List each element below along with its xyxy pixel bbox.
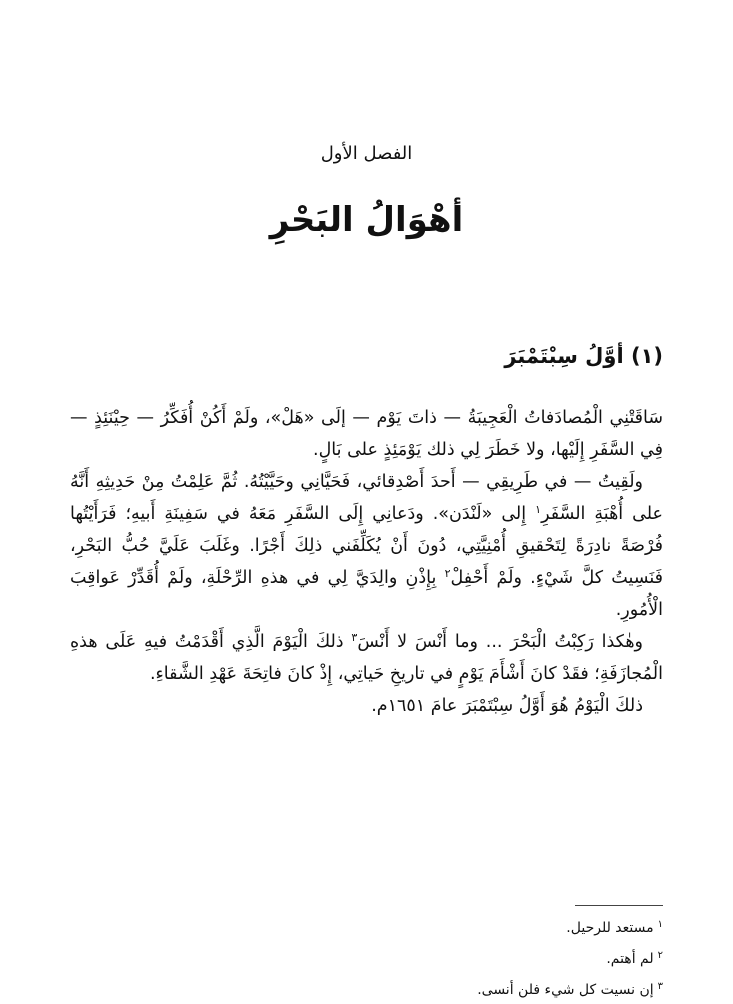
paragraph-3-text-b: ذلكَ الْيَوْمَ الَّذِي أَقْدَمْتُ فيهِ عَلَى هذهِ الْمُجازَفَةِ؛ فقَدْ كانَ أَشْأَمَ يَوْمٍ في تاريخِ حَياتِي، إِذْ كانَ فاتِحَةَ عَهْدِ الشَّقاءِ. xyxy=(70,632,663,684)
footnote-3 xyxy=(70,973,663,1004)
chapter-body xyxy=(70,402,663,722)
paragraph-4 xyxy=(70,690,663,722)
footnote-ref-2[interactable]: ٢ xyxy=(444,567,451,580)
footnote-3-number: ٣ xyxy=(657,981,663,992)
footnote-ref-1[interactable]: ١ xyxy=(535,503,542,516)
section-heading: (١) أوَّلُ سِبْتَمْبَرَ xyxy=(504,344,663,368)
paragraph-2-text-a: ولَقِيتُ — في طَرِيقِي — أَحدَ أَصْدِقائي، فَحَيَّانِي وحَيَّيْتُهُ. ثُمَّ عَلِمْتُ مِنْ حَدِيثِهِ أَنَّهُ على أُهْبَةِ السَّفَرِ xyxy=(70,472,664,524)
paragraph-3-text-a: وهٰكذا رَكِبْتُ الْبَحْرَ ... وما أَنْسَ لا أَنْسَ xyxy=(357,632,643,652)
chapter-label: الفصل الأول xyxy=(320,143,413,164)
paragraph-4-text: ذلكَ الْيَوْمُ هُوَ أَوَّلُ سِبْتَمْبَرَ عامَ ١٦٥١م. xyxy=(371,696,643,716)
footnote-1 xyxy=(70,911,663,942)
paragraph-2-text-c: بِإِذْنِ والِدَيَّ لِي في هذهِ الرِّحْلَةِ، ولَمْ أُقَدِّرْ عَواقِبَ الْأُمُورِ. xyxy=(70,568,663,620)
book-page xyxy=(70,0,663,1000)
paragraph-2 xyxy=(70,466,663,626)
paragraph-1-text: سَاقَتْنِي الْمُصادَفاتُ الْعَجِيبَةُ — ذاتَ يَوْم — إلَى «هَلْ»، ولَمْ أَكُنْ أُفَكِّرُ — حِيْنَئِذٍ — فِي السَّفَرِ إِلَيْها، ولا خَطَرَ لِي ذلك يَوْمَئِذٍ على بَالٍ. xyxy=(70,408,663,460)
footnotes xyxy=(70,911,663,1004)
paragraph-3 xyxy=(70,626,663,690)
chapter-title: أهْوَالُ البَحْرِ xyxy=(269,200,464,240)
footnote-2-number: ٢ xyxy=(657,950,663,961)
footnote-divider xyxy=(575,905,663,906)
footnote-ref-3[interactable]: ٣ xyxy=(351,631,358,644)
footnote-1-number: ١ xyxy=(657,919,663,930)
footnote-2 xyxy=(70,942,663,973)
footnote-2-text: لم أهتم. xyxy=(606,951,654,967)
footnote-1-text: مستعد للرحيل. xyxy=(566,920,654,936)
paragraph-2-text-b: إِلى «لَنْدَن». ودَعانِي إِلَى السَّفَرِ مَعَهُ في سَفِينَةِ أَبيهِ؛ فَرَأَيْتُها فُرْصَةً نادِرَةً لِتَحْقيقِ أُمْنِيَّتِي، دُونَ أَنْ يُكَلِّفَني ذلِكَ أَجْرًا. وغَلَبَ عَلَيَّ حُبُّ البَحْرِ، فَنَسِيتُ كلَّ شَيْءٍ. ولَمْ أَحْفِلْ xyxy=(70,504,663,588)
paragraph-1 xyxy=(70,402,663,466)
footnote-3-text: إن نسيت كل شيء فلن أنسى. xyxy=(477,982,654,998)
